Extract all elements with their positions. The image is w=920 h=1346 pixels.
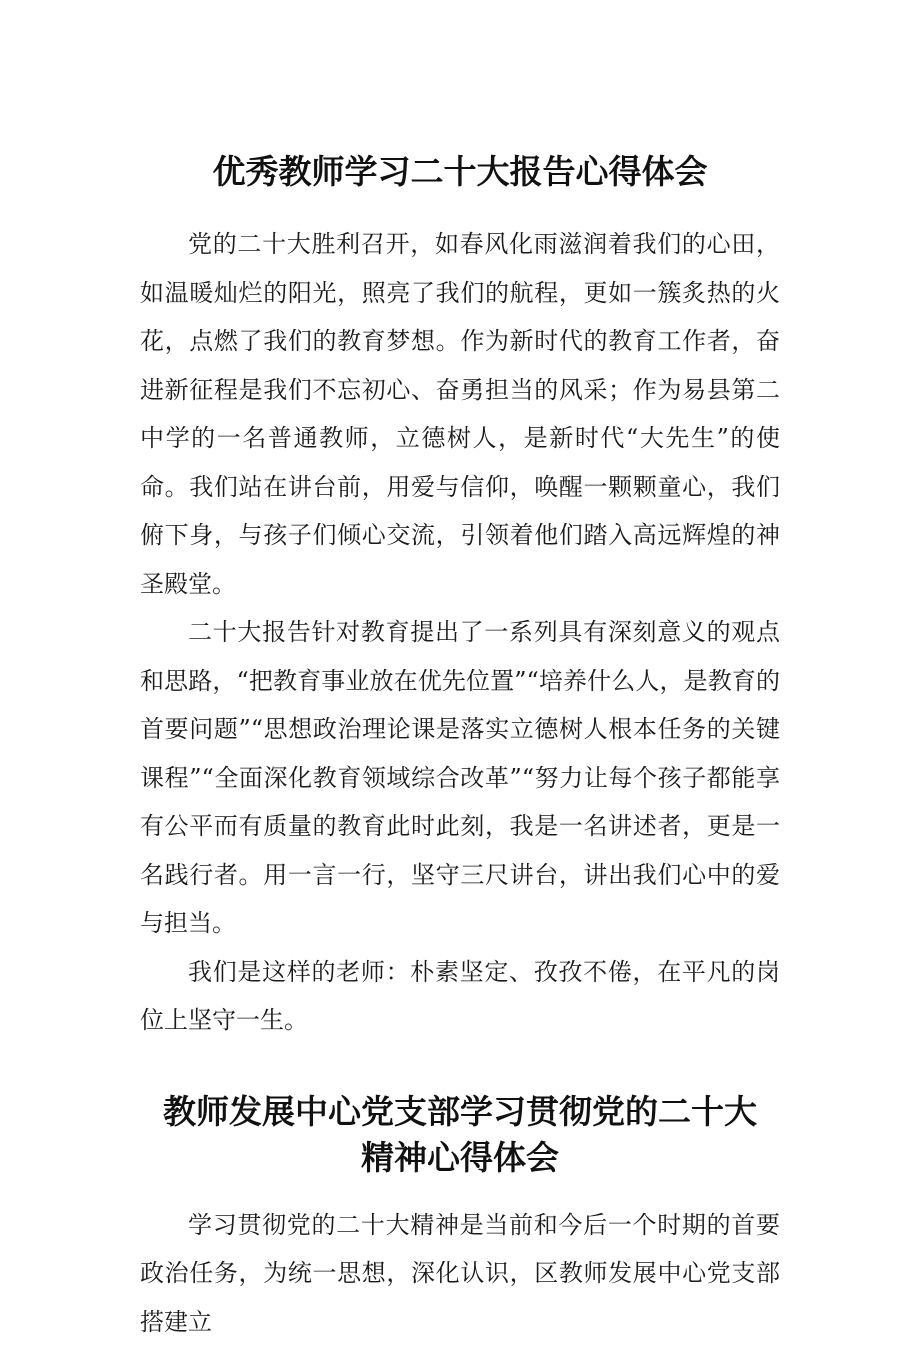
section-2-title: [140, 1089, 780, 1181]
section-2-title-line-2: 精神心得体会: [361, 1138, 559, 1177]
section-2-title-line-1: 教师发展中心党支部学习贯彻党的二十大: [163, 1092, 757, 1131]
section-1-paragraph-2: 二十大报告针对教育提出了一系列具有深刻意义的观点和思路，“把教育事业放在优先位置”“培养什么人，是教育的首要问题”“思想政治理论课是落实立德树人根本任务的关键课程”“全面深化教育领域综合改革”“努力让每个孩子都能享有公平而有质量的教育此时此刻，我是一名讲述者，更是一名践行者。用一言一行，坚守三尺讲台，讲出我们心中的爱与担当。: [140, 608, 780, 948]
section-1-title-line: 优秀教师学习二十大报告心得体会: [213, 152, 708, 191]
section-1-title: [140, 150, 780, 194]
section-1-paragraph-1: 党的二十大胜利召开，如春风化雨滋润着我们的心田，如温暖灿烂的阳光，照亮了我们的航程，更如一簇炙热的火花，点燃了我们的教育梦想。作为新时代的教育工作者，奋进新征程是我们不忘初心、奋勇担当的风采；作为易县第二中学的一名普通教师，立德树人，是新时代“大先生”的使命。我们站在讲台前，用爱与信仰，唤醒一颗颗童心，我们俯下身，与孩子们倾心交流，引领着他们踏入高远辉煌的神圣殿堂。: [140, 220, 780, 608]
section-1-paragraph-3: 我们是这样的老师：朴素坚定、孜孜不倦，在平凡的岗位上坚守一生。: [140, 948, 780, 1045]
section-2-paragraph-1: 学习贯彻党的二十大精神是当前和今后一个时期的首要政治任务，为统一思想，深化认识，区教师发展中心党支部搭建立: [140, 1201, 780, 1346]
